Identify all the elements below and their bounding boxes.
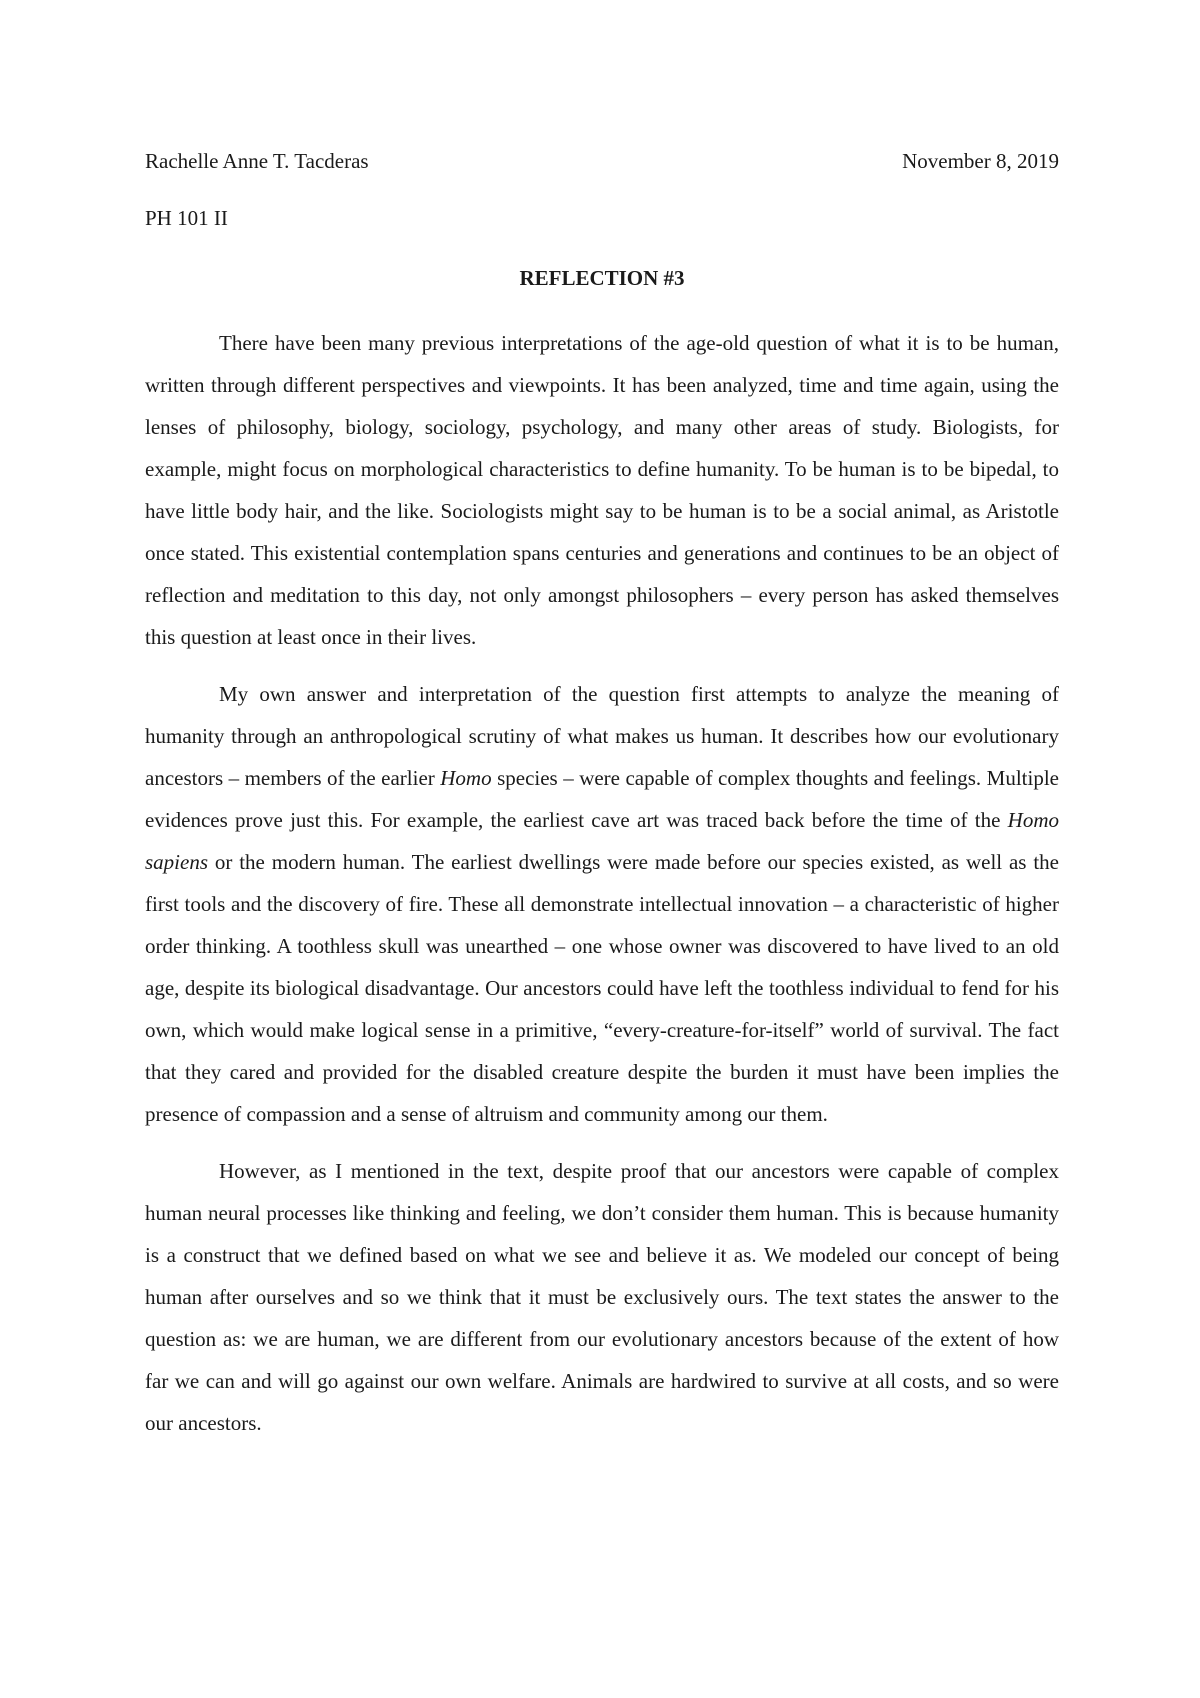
paragraph-2-italic-homo-sapiens: Homo sapiens <box>145 808 1059 874</box>
paragraph-2 <box>145 673 1059 1135</box>
author-name: Rachelle Anne T. Tacderas <box>145 149 369 173</box>
paragraph-2-text-a: My own answer and interpretation of the question first attempts to analyze the meaning of humanity through an anthropological scrutiny of what makes us human. It describes how our evolutionary ancestors – members of the earlier <box>145 682 1059 790</box>
course-code: PH 101 II <box>145 206 228 230</box>
header-row <box>145 146 1059 176</box>
document-title: REFLECTION #3 <box>519 266 685 290</box>
paragraph-1: There have been many previous interpretations of the age-old question of what it is to be human, written through different perspectives and viewpoints. It has been analyzed, time and time again, using the lenses of philosophy, biology, sociology, psychology, and many other areas of study. Biologists, for example, might focus on morphological characteristics to define humanity. To be human is to be bipedal, to have little body hair, and the like. Sociologists might say to be human is to be a social animal, as Aristotle once stated. This existential contemplation spans centuries and generations and continues to be an object of reflection and meditation to this day, not only amongst philosophers – every person has asked themselves this question at least once in their lives. <box>145 331 1059 649</box>
paragraph-3: However, as I mentioned in the text, despite proof that our ancestors were capable of complex human neural processes like thinking and feeling, we don’t consider them human. This is because humanity is a construct that we defined based on what we see and believe it as. We modeled our concept of being human after ourselves and so we think that it must be exclusively ours. The text states the answer to the question as: we are human, we are different from our evolutionary ancestors because of the extent of how far we can and will go against our own welfare. Animals are hardwired to survive at all costs, and so were our ancestors. <box>145 1159 1059 1435</box>
paragraph-2-text-c: or the modern human. The earliest dwellings were made before our species existed, as well as the first tools and the discovery of fire. These all demonstrate intellectual innovation – a characteristic of higher order thinking. A toothless skull was unearthed – one whose owner was discovered to have lived to an old age, despite its biological disadvantage. Our ancestors could have left the toothless individual to fend for his own, which would make logical sense in a primitive, “every-creature-for-itself” world of survival. The fact that they cared and provided for the disabled creature despite the burden it must have been implies the presence of compassion and a sense of altruism and community among our them. <box>145 850 1059 1126</box>
paragraph-2-text-b: species – were capable of complex thoughts and feelings. Multiple evidences prove just this. For example, the earliest cave art was traced back before the time of the <box>145 766 1059 832</box>
document-body <box>145 322 1059 1459</box>
paragraph-2-italic-homo: Homo <box>440 766 492 790</box>
document-date: November 8, 2019 <box>902 149 1059 173</box>
